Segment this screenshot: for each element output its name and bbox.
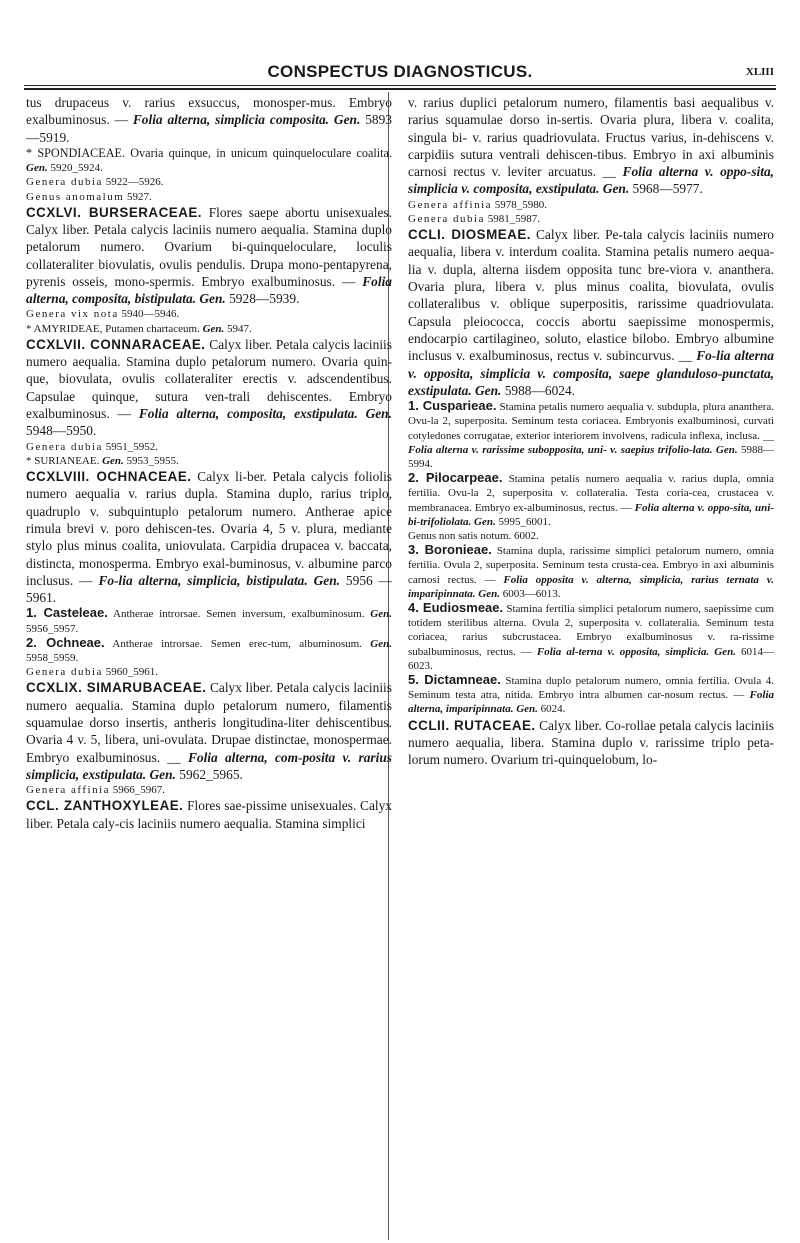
text-span: CCXLVI. BURSERACEAE. (26, 204, 203, 220)
paragraph (408, 673, 774, 717)
text-span: Stamina petalis numero aequalia v. subdupla, plura ananthera. Ovu-la 2, superposita. Seminum testa coriacea. Embryonis exalbuminosi, curvati cotyledones corrugatae, exterior interiorem involvens, radicula inflexa, inclusa. __ (408, 401, 774, 442)
paragraph (26, 146, 392, 175)
text-span: Folia alterna, simplicia composita. Gen. (132, 112, 361, 128)
paragraph (408, 198, 774, 212)
paragraph (26, 797, 392, 832)
text-span: Gen. (370, 608, 392, 621)
paragraph (26, 307, 392, 321)
text-span: 6014—6023. (408, 645, 774, 672)
text-span: Calyx liber. Petala calycis laciniis numero aequalia. Stamina duplo petalorum numero. Ovaria quin-que, biovulata, ovulis collateraliter erectis v. adscendentibus. Capsulae quinque, sutura ven-trali dehiscentes. Embryo exalbuminosus. — (26, 336, 392, 422)
text-span: Stamina petalis numero aequalia v. rarius dupla, omnia fertilia. Ovu-la 2, superposita v. collateralia. Testa coria-cea, crustacea v. membranacea. Embryo ex-albuminosus, rectus. — (408, 473, 774, 514)
text-span: Genera dubia (408, 212, 485, 225)
page-number: XLIII (745, 66, 774, 78)
text-span: Genera affinia (408, 198, 493, 211)
text-span: Genus anomalum (26, 190, 125, 203)
header-rule-thin (24, 85, 776, 86)
paragraph (26, 783, 392, 797)
text-span: Antherae introrsae. Semen inversum, exalbuminosum. (107, 608, 371, 621)
text-span: Calyx li-ber. Petala calycis foliolis numero aequalia v. rarius dupla. Stamina duplo, rarius triplo, quadruplo v. subquintuplo petalorum numero. Antherae apice rimula brevi v. poro dehiscen-tes. Ovaria 4, 5 v. plura, mediante stylo plus minus coalita, uniovulata. Carpidia drupacea v. baccata, distincta, monosperma. Embryo exal-buminosus, v. albumine parco inclusus. — (26, 469, 392, 588)
text-span: Gen. (202, 322, 225, 335)
paragraph (408, 471, 774, 529)
text-span: Folia alterna, imparipinnata. Gen. (408, 689, 774, 716)
paragraph (26, 606, 392, 635)
text-span: Genera affinia (26, 784, 111, 797)
text-span: Genera dubia (26, 666, 103, 679)
page-header (0, 0, 800, 92)
paragraph (26, 175, 392, 189)
text-span: 5893—5919. (26, 112, 392, 145)
text-span: 5951_5952. (102, 440, 158, 453)
text-span: 5953_5955. (123, 454, 179, 467)
text-span: Stamina dupla, rarissime simplici petalorum numero, omnia fertilia. Ovula 2, superposita. Seminum testa crusta-cea. Embryo in axi albuminis carnosi rectus. — (408, 545, 775, 586)
text-span: Folia opposita v. alterna, simplicia, rarius ternata v. imparipinnata. Gen. (408, 573, 774, 600)
paragraph (26, 454, 392, 468)
text-span: CCXLVIII. OCHNACEAE. (26, 469, 192, 485)
paragraph (408, 529, 774, 543)
text-span: Genera dubia (26, 440, 103, 453)
text-span: CCLII. RUTACEAE. (408, 717, 536, 733)
paragraph (26, 468, 392, 606)
paragraph (408, 226, 774, 399)
paragraph (26, 665, 392, 679)
text-span: 5. Dictamneae. (408, 672, 501, 688)
text-span: 5920_5924. (47, 162, 103, 175)
text-span: Folia alterna, composita, bistipulata. Gen. (26, 273, 392, 307)
text-span: Stamina fertilia simplici petalorum numero, saepissime cum totidem sterilibus alterna. Ovula 2, superposita v. collateralia. Seminum testa coriacea, rarius subcrustacea. Embryo exalbuminosus v. ra-rissime subalbuminosus, rectus. — (408, 603, 774, 658)
paragraph (408, 212, 774, 226)
text-span: Gen. (102, 454, 124, 467)
paragraph (26, 440, 392, 454)
text-span: 5956_5957. (26, 622, 79, 635)
text-span: Genera vix nota (26, 308, 119, 321)
text-span: * SPONDIACEAE. Ovaria quinque, in unicum quinqueloculare coalita. (26, 145, 392, 160)
text-span: Calyx liber. Pe-tala calycis laciniis numero aequalia, libera v. interdum coalita. Stamina petalis numero aequa-lia v. dupla, alterna iisdem opposita tunc bre-viora v. ananthera. Ovaria plura, libera v. plus minus coalita, biovulata, ovulis collateralibus v. oblique superpositis, rarissime quadriovulata. Capsula pleiococca, coccis abortu saepissime monospermis, endocarpio cartilagineo, soluto, elastice bilobo. Embryo albumine inclusus v. exalbuminosus, rectus v. subincurvus. __ (408, 227, 775, 364)
paragraph (26, 190, 392, 204)
text-span: v. rarius duplici petalorum numero, filamentis basi aequalibus v. rarius squamulae dorso in-sertis. Ovaria plura, libera v. coalita, singula bi- v. rarius quadriovulata. Fructus varius, in-dehiscens v. carpidiis sutura ventrali dehiscen-tibus. Embryo in axi albuminis carnosi rectus v. leviter arcuatus. __ (408, 95, 774, 180)
text-span: CCXLVII. CONNARACEAE. (26, 336, 206, 352)
text-span: 6003—6013. (500, 587, 561, 600)
text-span: 5956 —5961. (26, 572, 392, 606)
text-span: tus drupaceus v. rarius exsuccus, monosper-mus. Embryo exalbuminosus. — (26, 95, 392, 128)
text-span: 1. Casteleae. (26, 605, 108, 621)
text-span: 5960_5961. (102, 666, 158, 679)
header-rule-thick (24, 88, 776, 90)
text-span: Genus non satis notum. (408, 529, 512, 542)
text-span: 5940—5946. (118, 308, 180, 321)
paragraph (26, 322, 392, 336)
text-span: 5922—5926. (102, 176, 164, 189)
paragraph (26, 336, 392, 440)
text-span: Gen. (26, 162, 48, 175)
text-span: Folia alterna v. oppo-sita, uni-bi-trifoliolata. Gen. (408, 501, 774, 528)
text-span: 3. Boronieae. (408, 542, 492, 558)
text-span: Folia al-terna v. opposita, simplicia. Gen. (536, 645, 736, 658)
text-span: Flores saepe abortu unisexuales. Calyx liber. Petala calycis laciniis numero aequalia. Stamina duplo petalorum numero. Ovarium bi-quinqueloculare, loculis collateraliter biovulatis, ovulis pendulis. Drupa mono-pentapyrena, pyrenis osseis, mono-spermis. Embryo exalbuminosus. — (26, 204, 392, 289)
text-span: 6024. (537, 703, 566, 716)
paragraph (408, 601, 774, 673)
text-span: Flores sae-pissime unisexuales. Calyx liber. Petala caly-cis laciniis numero aequalia. Stamina simplici (26, 798, 392, 831)
text-span: 5988—5994. (408, 443, 775, 470)
text-span: CCL. ZANTHOXYLEAE. (26, 798, 184, 814)
text-span: 5962_5965. (175, 766, 243, 782)
text-span: Folia alterna v. rarissime subopposita, uni- v. saepius trifolio-lata. Gen. (408, 443, 738, 456)
paragraph (26, 204, 392, 308)
left-column (26, 94, 392, 832)
text-span: CCLI. DIOSMEAE. (408, 227, 531, 243)
text-span: Calyx liber. Petala calycis laciniis numero aequalia. Stamina duplo petalorum numero, filamentis squamulae dorso insertis, antheris longitudina-liter dehiscentibus. Ovaria 4 v. 5, libera, uni-ovulata. Drupae distinctae, monospermae. Embryo exalbuminosus. __ (26, 680, 392, 765)
text-span: Folia alterna, com-posita v. rarius simplicia, exstipulata. Gen. (26, 749, 392, 782)
text-span: Fo-lia alterna, simplicia, bistipulata. Gen. (98, 572, 341, 588)
text-span: 5928—5939. (225, 291, 300, 307)
text-span: 5927. (124, 190, 152, 203)
text-span: * SURIANEAE. (26, 454, 103, 467)
text-span: 5995_6001. (495, 515, 551, 528)
paragraph (408, 717, 774, 769)
paragraph (408, 94, 774, 198)
paragraph (26, 94, 392, 146)
text-span: 5958_5959. (26, 652, 79, 665)
text-span: Fo-lia alterna v. opposita, simplicia v. composita, saepe glanduloso-punctata, exstipulata. Gen. (408, 348, 774, 398)
text-span: * AMYRIDEAE, Putamen chartaceum. (26, 322, 203, 335)
paragraph (408, 543, 774, 601)
text-span: Folia alterna, composita, exstipulata. Gen. (138, 406, 392, 422)
text-span: Gen. (370, 637, 392, 650)
text-span: 5948—5950. (26, 423, 97, 439)
right-column (408, 94, 774, 769)
text-span: Folia alterna v. oppo-sita, simplicia v. composita, exstipulata. Gen. (408, 164, 775, 197)
text-span: 1. Cusparieae. (408, 398, 497, 414)
text-span: Genera dubia (26, 176, 103, 189)
text-span: 5978_5980. (492, 198, 548, 211)
text-span: 5981_5987. (484, 212, 540, 225)
text-span: 5947. (224, 322, 252, 335)
text-span: 5988—6024. (501, 382, 576, 398)
text-span: Stamina duplo petalorum numero, omnia fertilia. Ovula 4. Seminum testa atra, nitida. Embryo intra albumen car-nosum rectus. — (408, 675, 775, 702)
paragraph (408, 399, 774, 471)
text-span: Calyx liber. Co-rollae petala calycis laciniis numero aequalia, libera. Stamina duplo v. rarissime triplo peta-lorum numero. Ovarium tri-quinquelobum, lo- (408, 717, 774, 768)
text-span: 5966_5967. (110, 784, 166, 797)
text-span: 2. Ochneae. (26, 634, 105, 650)
paragraph (26, 679, 392, 783)
text-span: 2. Pilocarpeae. (408, 470, 503, 486)
running-title: CONSPECTUS DIAGNOSTICUS. (267, 62, 533, 81)
paragraph (26, 636, 392, 665)
text-span: 4. Eudiosmeae. (408, 600, 504, 615)
text-span: 6002. (511, 529, 539, 542)
text-span: CCXLIX. SIMARUBACEAE. (26, 680, 207, 696)
text-span: Antherae introrsae. Semen erec-tum, albuminosum. (104, 637, 371, 650)
text-span: 5968—5977. (629, 181, 703, 197)
